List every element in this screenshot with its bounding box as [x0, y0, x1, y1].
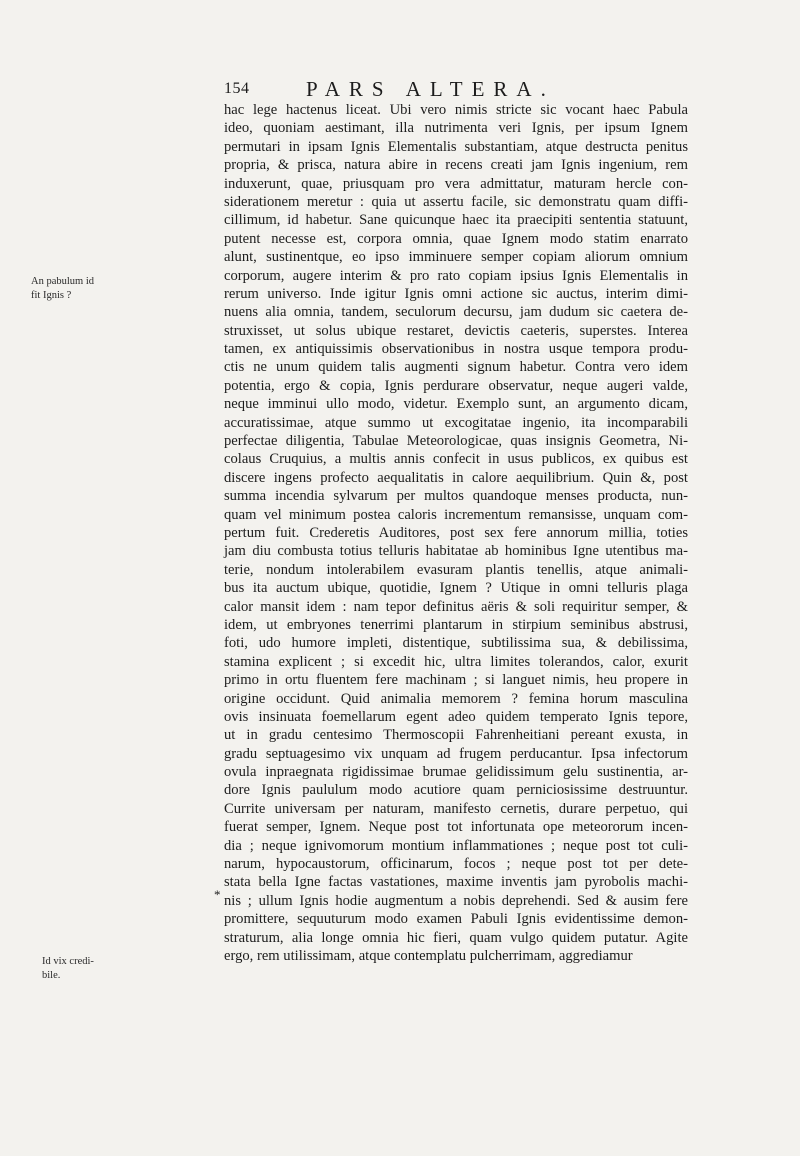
- text-line: putent necesse est, corpora omnia, quae Ignem modo statim enarrato: [224, 230, 688, 247]
- footnote-asterisk: *: [214, 887, 221, 902]
- text-line: ctis ne unum quidem talis augmenti signum habetur. Contra vero idem: [224, 359, 688, 376]
- text-line: fuerat semper, Ignem. Neque post tot infortunata ope meteororum incen-: [224, 819, 688, 836]
- text-line: potentia, ergo & copia, Ignis perdurare observatur, neque augeri valde,: [224, 377, 688, 394]
- text-line: nis ; ullum Ignis hodie augmentum a nobis deprehendi. Sed & ausim fere: [224, 892, 688, 909]
- text-line: calor mansit idem : nam tepor definitus aëris & soli requiritur semper, &: [224, 598, 688, 615]
- text-line: neque imminui ullo modo, videtur. Exemplo sunt, an argumento dicam,: [224, 396, 688, 413]
- text-line: discere ingens profecto aequalitatis in calore aequilibrium. Quin &, post: [224, 469, 688, 486]
- text-line: tamen, ex antiquissimis observationibus in nostra usque tempora produ-: [224, 341, 688, 358]
- text-line: hac lege hactenus liceat. Ubi vero nimis stricte sic vocant haec Pabula: [224, 102, 688, 118]
- text-line: pertum fuit. Crederetis Auditores, post sex fere annorum millia, toties: [224, 524, 688, 541]
- text-line: bus ita auctum ubique, quotidie, Ignem ? Utique in omni telluris plaga: [224, 580, 688, 597]
- text-line: Currite universam per naturam, manifesto cernetis, durare perpetuo, qui: [224, 800, 688, 817]
- text-line: ovis insinuata foemellarum egent adeo quidem temperato Ignis tepore,: [224, 708, 688, 725]
- text-line: terie, nondum intolerabilem evasuram plantis tenellis, atque animali-: [224, 561, 688, 578]
- margin-note-line: fit Ignis ?: [31, 290, 72, 301]
- running-head: PARS ALTERA.: [306, 77, 555, 101]
- text-line: origine occidunt. Quid animalia memorem ? femina horum masculina: [224, 690, 688, 707]
- text-line: struxisset, ut solus ubique restaret, devictis caeteris, superstes. Interea: [224, 322, 688, 339]
- text-line: quam vel minimum postea caloris incrementum remansisse, unquam com-: [224, 506, 688, 523]
- text-line: summa incendia sylvarum per multos quandoque menses producta, nun-: [224, 488, 688, 505]
- text-line: alunt, sustinentque, eo ipso imminuere semper copiam aliorum omnium: [224, 249, 688, 266]
- text-line: rerum universo. Inde igitur Ignis omni actione sic auctus, interim dimi-: [224, 285, 688, 302]
- text-line: promittere, sequuturum modo examen Pabuli Ignis evidentissime demon-: [224, 911, 688, 928]
- margin-note-line: Id vix credi-: [42, 956, 94, 967]
- text-line: narum, hypocaustorum, officinarum, focos ; neque post tot per dete-: [224, 856, 688, 873]
- text-line: perfectae diligentia, Tabulae Meteorologicae, quas insignis Geometra, Ni-: [224, 433, 688, 450]
- text-line: ut in gradu centesimo Thermoscopii Fahrenheitiani pereant exusta, in: [224, 727, 688, 744]
- text-line: ergo, rem utilissimam, atque contemplatu pulcherrimam, aggrediamur: [224, 947, 633, 964]
- text-line: jam diu combusta totius telluris habitatae ab hominibus Igne utentibus ma-: [224, 543, 688, 560]
- margin-note-line: An pabulum id: [31, 276, 94, 287]
- margin-note-credibile: [42, 955, 222, 983]
- text-line: ovula inpraegnata rigidissimae brumae gelidissimum gelu sustinentia, ar-: [224, 764, 688, 781]
- text-line: gradu septuagesimo vix unquam ad frugem perducantur. Ipsa infectorum: [224, 745, 688, 762]
- text-line: idem, ut embryones tenerrimi plantarum in stirpium seminibus abstrusi,: [224, 616, 688, 633]
- text-line: nuens alia omnia, tandem, seculorum decursu, jam dudum sic caetera de-: [224, 304, 688, 321]
- text-line: ideo, quoniam aestimant, illa nutrimenta veri Ignis, per ipsum Ignem: [224, 120, 688, 137]
- margin-note-line: bile.: [42, 970, 61, 981]
- text-line: dia ; neque ignivomorum montium inflammationes ; neque post tot culi-: [224, 837, 688, 854]
- text-line: cillimum, id habetur. Sane quicunque haec ita praecipiti sententia statuunt,: [224, 212, 688, 229]
- page-number: 154: [224, 80, 250, 97]
- body-text: [224, 101, 688, 965]
- text-line: straturum, alia longe omnia hic fieri, quam vulgo quidem putatur. Agite: [224, 929, 688, 946]
- text-line: permutari in ipsam Ignis Elementalis substantiam, atque destructa penitus: [224, 138, 688, 155]
- text-line: dore Ignis paululum modo acutiore quam perniciosissime destruuntur.: [224, 782, 688, 799]
- text-line: corporum, augere interim & pro rato copiam ipsius Ignis Elementalis in: [224, 267, 688, 284]
- text-line: foti, udo humore impleti, distentique, subtilissima sua, & debilissima,: [224, 635, 688, 652]
- margin-note-pabulum: [31, 275, 221, 303]
- text-line: primo in ortu fluentem fere machinam ; si languet nimis, heu propere in: [224, 672, 688, 689]
- text-line: stata bella Igne factas vastationes, maxime inventis jam pyrobolis machi-: [224, 874, 688, 891]
- text-line: colaus Cruquius, a multis annis confecit in usus publicos, ex quibus est: [224, 451, 688, 468]
- text-line: siderationem meretur : quia ut assertu facile, sic demonstratu quam diffi-: [224, 193, 688, 210]
- text-line: stamina explicent ; si excedit hic, ultra limites tolerandos, calor, exurit: [224, 653, 688, 670]
- text-line: propria, & prisca, natura abire in recens creati jam Ignis ingenium, rem: [224, 157, 688, 174]
- text-line: accuratissimae, atque summo ut excogitatae ingenio, ita incomparabili: [224, 414, 688, 431]
- text-line: induxerunt, quae, priusquam pro vera admittatur, maturam hercle con-: [224, 175, 688, 192]
